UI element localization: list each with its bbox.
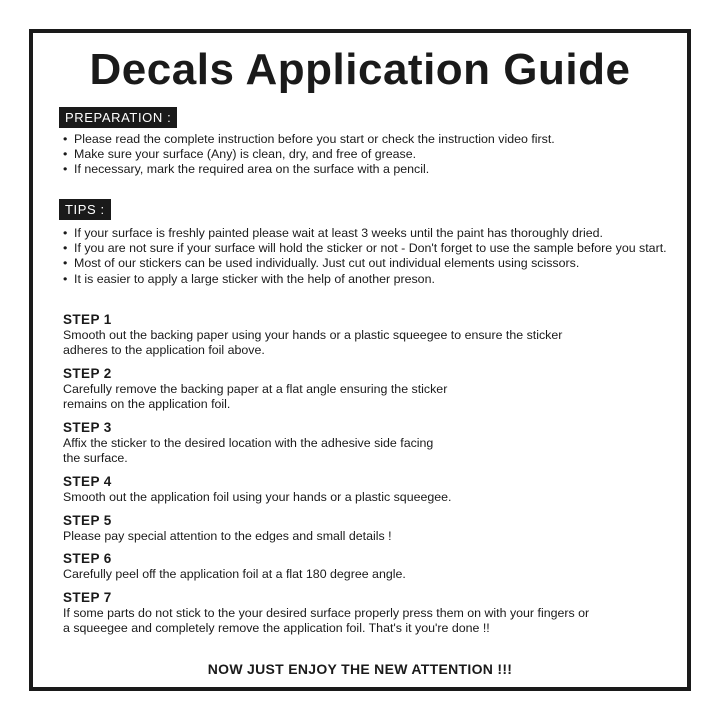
step-body: Affix the sticker to the desired location with the adhesive side facing the surface. [63,436,434,466]
preparation-item: • If necessary, mark the required area on the surface with a pencil. [63,162,555,177]
step-1 [63,311,562,359]
page-title: Decals Application Guide [89,45,631,94]
step-6 [63,550,406,582]
step-heading: STEP 4 [63,474,112,489]
step-heading: STEP 5 [63,513,112,528]
tips-list [63,226,693,287]
guide-frame [29,29,691,691]
tips-label: TIPS : [59,199,111,220]
step-body: Carefully peel off the application foil at a flat 180 degree angle. [63,567,406,581]
tips-item: • If you are not sure if your surface will hold the sticker or not - Don't forget to use the sample before you start. [63,241,693,256]
step-heading: STEP 6 [63,551,112,566]
step-4 [63,473,452,505]
tips-item: • If your surface is freshly painted please wait at least 3 weeks until the paint has thoroughly dried. [63,226,693,241]
step-heading: STEP 7 [63,590,112,605]
tips-item: • It is easier to apply a large sticker with the help of another preson. [63,272,693,287]
footer-message: NOW JUST ENJOY THE NEW ATTENTION !!! [207,661,513,677]
step-heading: STEP 3 [63,420,112,435]
preparation-label: PREPARATION : [59,107,177,128]
preparation-item: • Make sure your surface (Any) is clean, dry, and free of grease. [63,147,555,162]
step-body: Smooth out the backing paper using your hands or a plastic squeegee to ensure the sticker adheres to the application foil above. [63,328,563,358]
step-2 [63,365,447,413]
step-3 [63,419,433,467]
step-body: Carefully remove the backing paper at a flat angle ensuring the sticker remains on the application foil. [63,382,448,412]
step-heading: STEP 1 [63,312,112,327]
tips-item: • Most of our stickers can be used individually. Just cut out individual elements using scissors. [63,256,693,271]
step-7 [63,589,589,637]
step-body: Smooth out the application foil using your hands or a plastic squeegee. [63,490,452,504]
step-heading: STEP 2 [63,366,112,381]
step-body: If some parts do not stick to the your desired surface properly press them on with your fingers or a squeegee and completely remove the application foil. That's it you're done !! [63,606,590,636]
step-5 [63,512,392,544]
step-body: Please pay special attention to the edges and small details ! [63,529,392,543]
preparation-list [63,132,555,178]
preparation-item: • Please read the complete instruction before you start or check the instruction video first. [63,132,555,147]
